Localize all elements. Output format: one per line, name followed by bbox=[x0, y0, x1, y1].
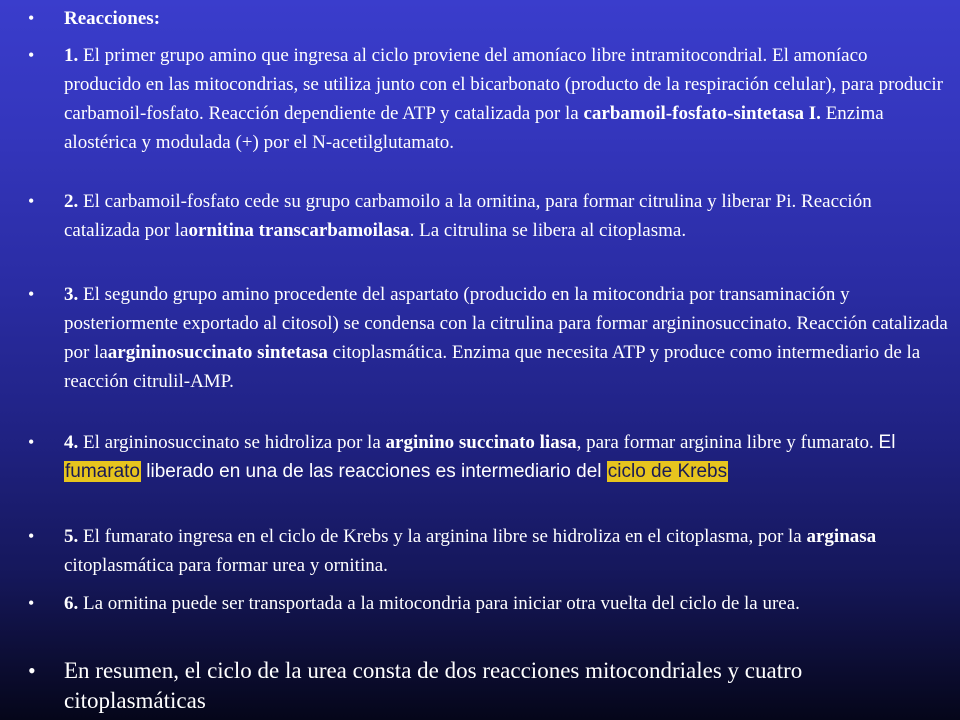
enzyme-name: arginino succinato liasa bbox=[385, 432, 577, 453]
enzyme-name: ornitina transcarbamoilasa bbox=[188, 220, 410, 241]
enzyme-name: carbamoil-fosfato-sintetasa I. bbox=[583, 103, 821, 124]
item-number: 6. bbox=[64, 593, 79, 614]
sans-text: El bbox=[878, 432, 896, 453]
item-text: El carbamoil-fosfato cede su grupo carbamoilo a la ornitina, para formar citrulina y liberar Pi. Reacción catalizada por la bbox=[64, 191, 872, 241]
highlight-fumarato: fumarato bbox=[65, 461, 140, 482]
sans-text: liberado en una de las reacciones es intermediario del bbox=[140, 461, 607, 482]
item-number: 4. bbox=[64, 432, 79, 453]
item-number: 5. bbox=[64, 526, 79, 547]
enzyme-name: argininosuccinato sintetasa bbox=[107, 342, 328, 363]
summary-text: En resumen, el ciclo de la urea consta de dos reacciones mitocondriales y cuatro citoplasmáticas bbox=[64, 658, 803, 713]
item-2-text bbox=[64, 187, 948, 245]
item-number: 2. bbox=[64, 191, 79, 212]
bullet-dot: • bbox=[28, 526, 35, 546]
highlight-ciclo-krebs: ciclo de Krebs bbox=[607, 461, 728, 482]
bullet-dot: • bbox=[28, 191, 35, 211]
item-number: 3. bbox=[64, 284, 79, 305]
item-5-text bbox=[64, 522, 948, 580]
item-6-text bbox=[64, 589, 948, 618]
item-text: El primer grupo amino que ingresa al ciclo proviene del amoníaco libre intramitocondrial. El amoníaco producido en las mitocondrias, se utiliza junto con el bicarbonato (producto de la respiración celular), para producir carbamoil-fosfato. Reacción dependiente de ATP y catalizada por la bbox=[64, 45, 943, 124]
item-text: El fumarato ingresa en el ciclo de Krebs y la arginina libre se hidroliza en el citoplasma, por la bbox=[78, 526, 807, 547]
item-4-text bbox=[64, 428, 948, 486]
item-number: 1. bbox=[64, 45, 79, 66]
bullet-dot: • bbox=[28, 45, 35, 65]
bullet-dot: • bbox=[28, 593, 35, 613]
bullet-dot: • bbox=[28, 658, 36, 683]
item-text: Enzima alostérica y modulada (+) por el N-acetilglutamato. bbox=[64, 103, 884, 153]
item-text: La ornitina puede ser transportada a la mitocondria para iniciar otra vuelta del ciclo de la urea. bbox=[78, 593, 800, 614]
item-text: . La citrulina se libera al citoplasma. bbox=[409, 220, 687, 241]
item-text: citoplasmática para formar urea y ornitina. bbox=[64, 555, 388, 576]
item-3-text bbox=[64, 280, 948, 396]
reacciones-heading: Reacciones: bbox=[64, 8, 161, 29]
item-text: El segundo grupo amino procedente del aspartato (producido en la mitocondria por transaminación y posteriormente exportado al citosol) se condensa con la citrulina para formar argininosuccinato. Reacción catalizada por la bbox=[64, 284, 948, 363]
item-1-text bbox=[64, 41, 948, 157]
item-text: El argininosuccinato se hidroliza por la bbox=[78, 432, 386, 453]
bullet-dot: • bbox=[28, 432, 35, 452]
bullet-dot: • bbox=[28, 8, 35, 28]
bullet-dot: • bbox=[28, 284, 35, 304]
item-text: , para formar arginina libre y fumarato. bbox=[576, 432, 879, 453]
enzyme-name: arginasa bbox=[806, 526, 877, 547]
item-text: citoplasmática. Enzima que necesita ATP y produce como intermediario de la reacción citrulil-AMP. bbox=[64, 342, 921, 392]
heading-text bbox=[64, 4, 948, 33]
